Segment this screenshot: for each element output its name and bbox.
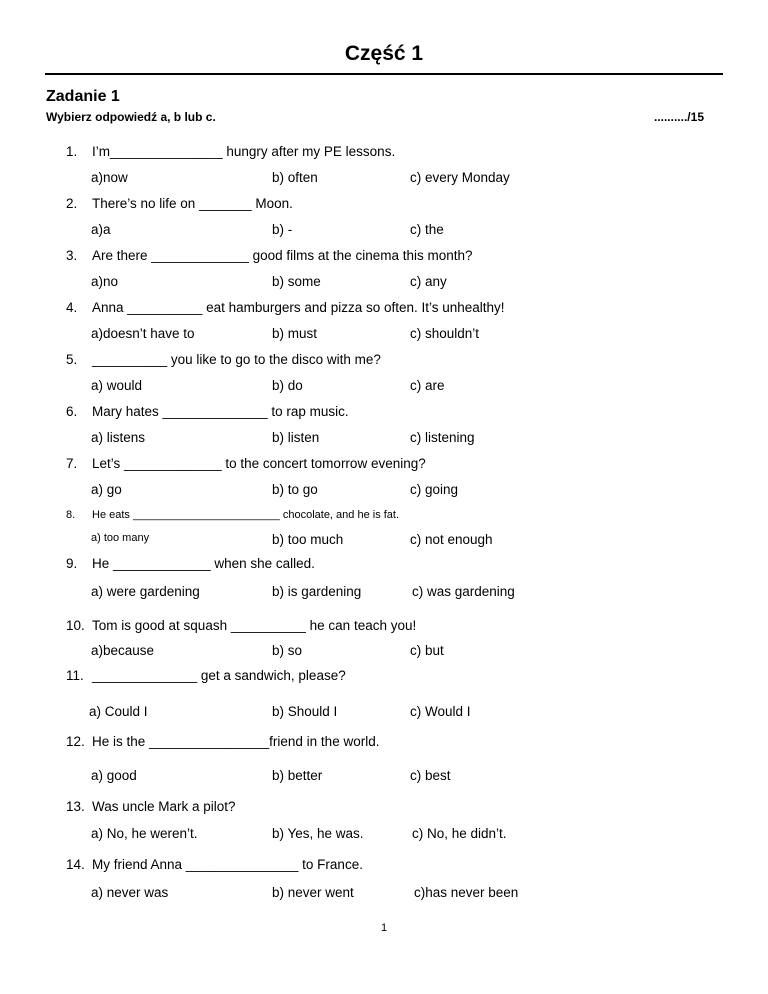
question-number: 7.	[66, 456, 78, 471]
question-text: I’m_______________ hungry after my PE lessons.	[92, 144, 396, 159]
answer-option-c[interactable]: c) but	[410, 643, 444, 658]
answer-option-a[interactable]: a) never was	[91, 885, 169, 900]
question-7	[66, 456, 426, 471]
question-number: 12.	[66, 734, 85, 749]
question-number: 14.	[66, 857, 85, 872]
answer-option-a[interactable]: a)no	[91, 274, 119, 289]
question-number: 9.	[66, 556, 78, 571]
section-heading: Zadanie 1	[46, 88, 120, 105]
question-number: 5.	[66, 352, 78, 367]
answer-option-a[interactable]: a) Could I	[89, 704, 148, 719]
score-field: ........../15	[653, 110, 704, 124]
question-11	[66, 668, 346, 683]
question-3	[66, 248, 473, 263]
question-text: He eats ________________________ chocolate, and he is fat.	[92, 509, 400, 521]
question-text: He _____________ when she called.	[92, 556, 315, 571]
answer-option-a[interactable]: a)doesn’t have to	[91, 326, 195, 341]
question-4	[66, 300, 505, 315]
question-5	[66, 352, 381, 367]
answer-option-a[interactable]: a)because	[91, 643, 155, 658]
question-number: 8.	[66, 509, 76, 521]
question-6	[66, 404, 349, 419]
page-number: 1	[380, 922, 388, 934]
answer-option-b[interactable]: b) Yes, he was.	[272, 826, 364, 841]
question-text: __________ you like to go to the disco with me?	[92, 352, 381, 367]
answer-option-b[interactable]: b) to go	[272, 482, 318, 497]
answer-option-c[interactable]: c) was gardening	[412, 584, 515, 599]
answer-option-c[interactable]: c) not enough	[410, 532, 493, 547]
question-8	[66, 509, 399, 521]
answer-option-b[interactable]: b) -	[272, 222, 293, 237]
question-number: 2.	[66, 196, 78, 211]
question-number: 3.	[66, 248, 78, 263]
question-2	[66, 196, 293, 211]
question-12	[66, 734, 379, 749]
question-number: 6.	[66, 404, 78, 419]
question-text: Let’s _____________ to the concert tomorrow evening?	[92, 456, 426, 471]
answer-option-c[interactable]: c) are	[410, 378, 445, 393]
answer-option-b[interactable]: b) do	[272, 378, 303, 393]
answer-option-b[interactable]: b) often	[272, 170, 318, 185]
answer-option-a[interactable]: a) good	[91, 768, 137, 783]
answer-option-c[interactable]: c) listening	[410, 430, 475, 445]
answer-option-a[interactable]: a) were gardening	[91, 584, 200, 599]
question-text: My friend Anna _______________ to France.	[92, 857, 363, 872]
answer-option-a[interactable]: a) would	[91, 378, 143, 393]
answer-option-a[interactable]: a)a	[91, 222, 111, 237]
question-number: 1.	[66, 144, 78, 159]
question-text: Are there _____________ good films at the cinema this month?	[92, 248, 473, 263]
question-text: Mary hates ______________ to rap music.	[92, 404, 349, 419]
question-1	[66, 144, 395, 159]
answer-option-c[interactable]: c) best	[410, 768, 451, 783]
question-text: ______________ get a sandwich, please?	[92, 668, 346, 683]
answer-option-b[interactable]: b) listen	[272, 430, 320, 445]
page-title: Część 1	[344, 42, 424, 65]
answer-option-b[interactable]: b) some	[272, 274, 321, 289]
answer-option-c[interactable]: c)has never been	[414, 885, 519, 900]
answer-option-c[interactable]: c) Would I	[410, 704, 471, 719]
answer-option-b[interactable]: b) so	[272, 643, 303, 658]
question-text: Anna __________ eat hamburgers and pizza so often. It’s unhealthy!	[92, 300, 505, 315]
answer-option-a[interactable]: a) listens	[91, 430, 146, 445]
question-10	[66, 618, 416, 633]
question-text: There’s no life on _______ Moon.	[92, 196, 293, 211]
answer-option-c[interactable]: c) any	[410, 274, 447, 289]
answer-option-a[interactable]: a) go	[91, 482, 122, 497]
answer-option-b[interactable]: b) never went	[272, 885, 354, 900]
answer-option-a[interactable]: a)now	[91, 170, 128, 185]
answer-option-c[interactable]: c) the	[410, 222, 444, 237]
question-number: 4.	[66, 300, 78, 315]
answer-option-c[interactable]: c) every Monday	[410, 170, 510, 185]
answer-option-b[interactable]: b) too much	[272, 532, 344, 547]
answer-option-b[interactable]: b) is gardening	[272, 584, 362, 599]
title-divider	[45, 73, 723, 75]
question-number: 10.	[66, 618, 85, 633]
answer-option-c[interactable]: c) shouldn’t	[410, 326, 480, 341]
question-text: He is the ________________friend in the world.	[92, 734, 380, 749]
question-14	[66, 857, 363, 872]
answer-option-a[interactable]: a) No, he weren’t.	[91, 826, 198, 841]
instruction-text: Wybierz odpowiedź a, b lub c.	[46, 110, 216, 124]
answer-option-a[interactable]: a) too many	[91, 532, 150, 544]
question-number: 13.	[66, 799, 85, 814]
answer-option-b[interactable]: b) must	[272, 326, 318, 341]
question-text: Tom is good at squash __________ he can teach you!	[92, 618, 417, 633]
answer-option-b[interactable]: b) Should I	[272, 704, 338, 719]
question-13	[66, 799, 236, 814]
answer-option-c[interactable]: c) going	[410, 482, 459, 497]
answer-option-c[interactable]: c) No, he didn’t.	[412, 826, 507, 841]
answer-option-b[interactable]: b) better	[272, 768, 323, 783]
question-9	[66, 556, 315, 571]
question-number: 11.	[66, 668, 84, 683]
question-text: Was uncle Mark a pilot?	[92, 799, 236, 814]
